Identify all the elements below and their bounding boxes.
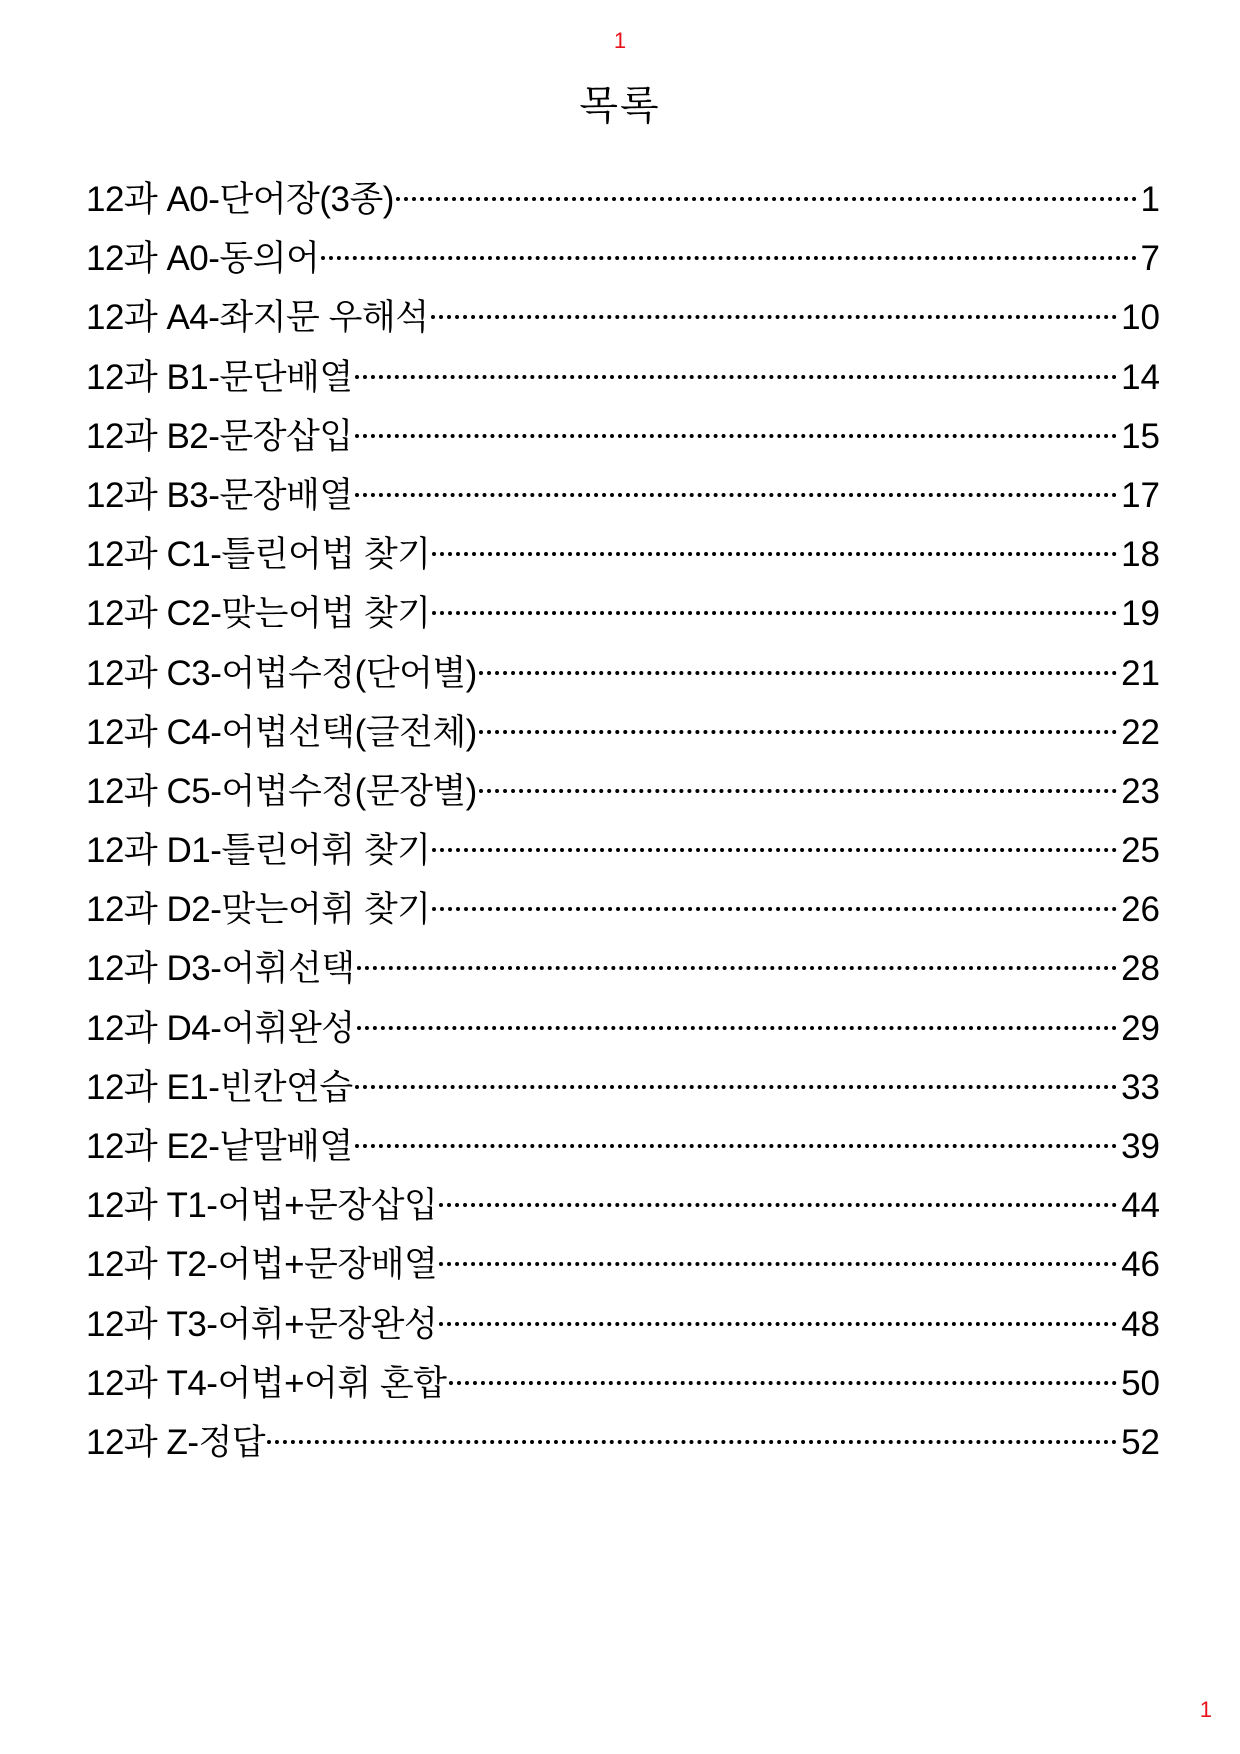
toc-entry[interactable]	[86, 290, 1160, 349]
toc-entry[interactable]	[86, 1237, 1160, 1296]
toc-entry[interactable]	[86, 882, 1160, 941]
toc-entry[interactable]	[86, 409, 1160, 468]
toc-dot-leader	[479, 730, 1117, 734]
toc-entry-label: 12과 T4-어법+어휘 혼합	[86, 1363, 447, 1403]
toc-entry-label: 12과 A0-단어장(3종)	[86, 180, 394, 219]
toc-entry-label: 12과 A0-동의어	[86, 239, 320, 279]
toc-entry-label: 12과 Z-정답	[86, 1422, 266, 1462]
toc-entry-label: 12과 T2-어법+문장배열	[86, 1245, 438, 1285]
toc-dot-leader	[432, 848, 1117, 852]
toc-entry-page: 28	[1121, 949, 1160, 989]
toc-entry-label: 12과 E2-낱말배열	[86, 1127, 353, 1166]
toc-entry-page: 19	[1121, 594, 1160, 634]
toc-entry-page: 1	[1140, 180, 1160, 219]
toc-entry-page: 48	[1121, 1304, 1160, 1344]
toc-dot-leader	[355, 1085, 1117, 1089]
toc-dot-leader	[439, 1262, 1117, 1266]
toc-dot-leader	[431, 315, 1118, 319]
toc-entry-label: 12과 B3-문장배열	[86, 475, 353, 515]
toc-dot-leader	[432, 552, 1117, 556]
toc-entry[interactable]	[86, 172, 1160, 231]
table-of-contents	[86, 172, 1160, 1474]
toc-entry[interactable]	[86, 1001, 1160, 1060]
toc-dot-leader	[432, 907, 1117, 911]
toc-entry[interactable]	[86, 823, 1160, 882]
toc-entry-page: 22	[1121, 712, 1160, 752]
toc-entry-label: 12과 C4-어법선택(글전체)	[86, 712, 477, 752]
toc-entry[interactable]	[86, 1415, 1160, 1474]
toc-entry-page: 18	[1121, 535, 1160, 575]
toc-dot-leader	[355, 493, 1117, 497]
toc-entry-page: 46	[1121, 1245, 1160, 1285]
toc-entry-page: 17	[1121, 475, 1160, 515]
toc-dot-leader	[479, 789, 1117, 793]
toc-dot-leader	[355, 375, 1117, 379]
toc-dot-leader	[432, 611, 1117, 615]
toc-dot-leader	[449, 1381, 1118, 1385]
toc-entry-label: 12과 E1-빈칸연습	[86, 1067, 353, 1107]
toc-dot-leader	[479, 671, 1117, 675]
toc-dot-leader	[439, 1203, 1117, 1207]
toc-entry[interactable]	[86, 527, 1160, 586]
toc-dot-leader	[355, 434, 1117, 438]
toc-entry-page: 39	[1121, 1127, 1160, 1166]
toc-entry-page: 23	[1121, 771, 1160, 811]
toc-dot-leader	[396, 197, 1137, 201]
toc-entry-label: 12과 T1-어법+문장삽입	[86, 1186, 438, 1226]
toc-entry-page: 25	[1121, 831, 1160, 871]
toc-entry-page: 10	[1121, 298, 1160, 338]
toc-entry-page: 7	[1140, 239, 1160, 279]
page-number-top: 1	[613, 28, 627, 53]
toc-dot-leader	[439, 1322, 1117, 1326]
toc-entry-label: 12과 D4-어휘완성	[86, 1008, 355, 1048]
toc-entry[interactable]	[86, 1119, 1160, 1178]
toc-entry[interactable]	[86, 941, 1160, 1000]
toc-entry-page: 26	[1121, 890, 1160, 930]
toc-entry[interactable]	[86, 1060, 1160, 1119]
toc-entry[interactable]	[86, 468, 1160, 527]
toc-dot-leader	[357, 966, 1117, 970]
toc-entry-label: 12과 C5-어법수정(문장별)	[86, 771, 477, 811]
toc-entry-label: 12과 C3-어법수정(단어별)	[86, 653, 477, 693]
toc-entry-label: 12과 T3-어휘+문장완성	[86, 1304, 438, 1344]
page-number-bottom: 1	[1199, 1697, 1212, 1722]
toc-entry[interactable]	[86, 764, 1160, 823]
toc-entry-label: 12과 D1-틀린어휘 찾기	[86, 831, 431, 871]
toc-entry-label: 12과 B1-문단배열	[86, 357, 353, 397]
toc-dot-leader	[321, 256, 1136, 260]
toc-entry-label: 12과 B2-문장삽입	[86, 416, 353, 456]
toc-entry-label: 12과 D2-맞는어휘 찾기	[86, 890, 431, 930]
toc-entry-page: 52	[1121, 1422, 1160, 1462]
toc-entry[interactable]	[86, 1297, 1160, 1356]
toc-entry-label: 12과 D3-어휘선택	[86, 949, 355, 989]
toc-entry-page: 14	[1121, 357, 1160, 397]
toc-entry[interactable]	[86, 586, 1160, 645]
toc-entry[interactable]	[86, 231, 1160, 290]
toc-entry-page: 21	[1121, 653, 1160, 693]
toc-entry-page: 15	[1121, 416, 1160, 456]
toc-entry-page: 44	[1121, 1186, 1160, 1226]
toc-entry[interactable]	[86, 646, 1160, 705]
toc-dot-leader	[357, 1026, 1117, 1030]
toc-entry-label: 12과 A4-좌지문 우해석	[86, 298, 429, 338]
toc-entry-page: 50	[1121, 1363, 1160, 1403]
toc-entry[interactable]	[86, 1356, 1160, 1415]
toc-entry[interactable]	[86, 1178, 1160, 1237]
toc-dot-leader	[355, 1144, 1117, 1148]
toc-entry[interactable]	[86, 350, 1160, 409]
page-title: 목록	[579, 83, 661, 129]
toc-dot-leader	[267, 1440, 1117, 1444]
toc-entry[interactable]	[86, 705, 1160, 764]
toc-entry-label: 12과 C2-맞는어법 찾기	[86, 594, 431, 634]
toc-entry-page: 29	[1121, 1008, 1160, 1048]
toc-entry-label: 12과 C1-틀린어법 찾기	[86, 535, 431, 575]
toc-entry-page: 33	[1121, 1067, 1160, 1107]
